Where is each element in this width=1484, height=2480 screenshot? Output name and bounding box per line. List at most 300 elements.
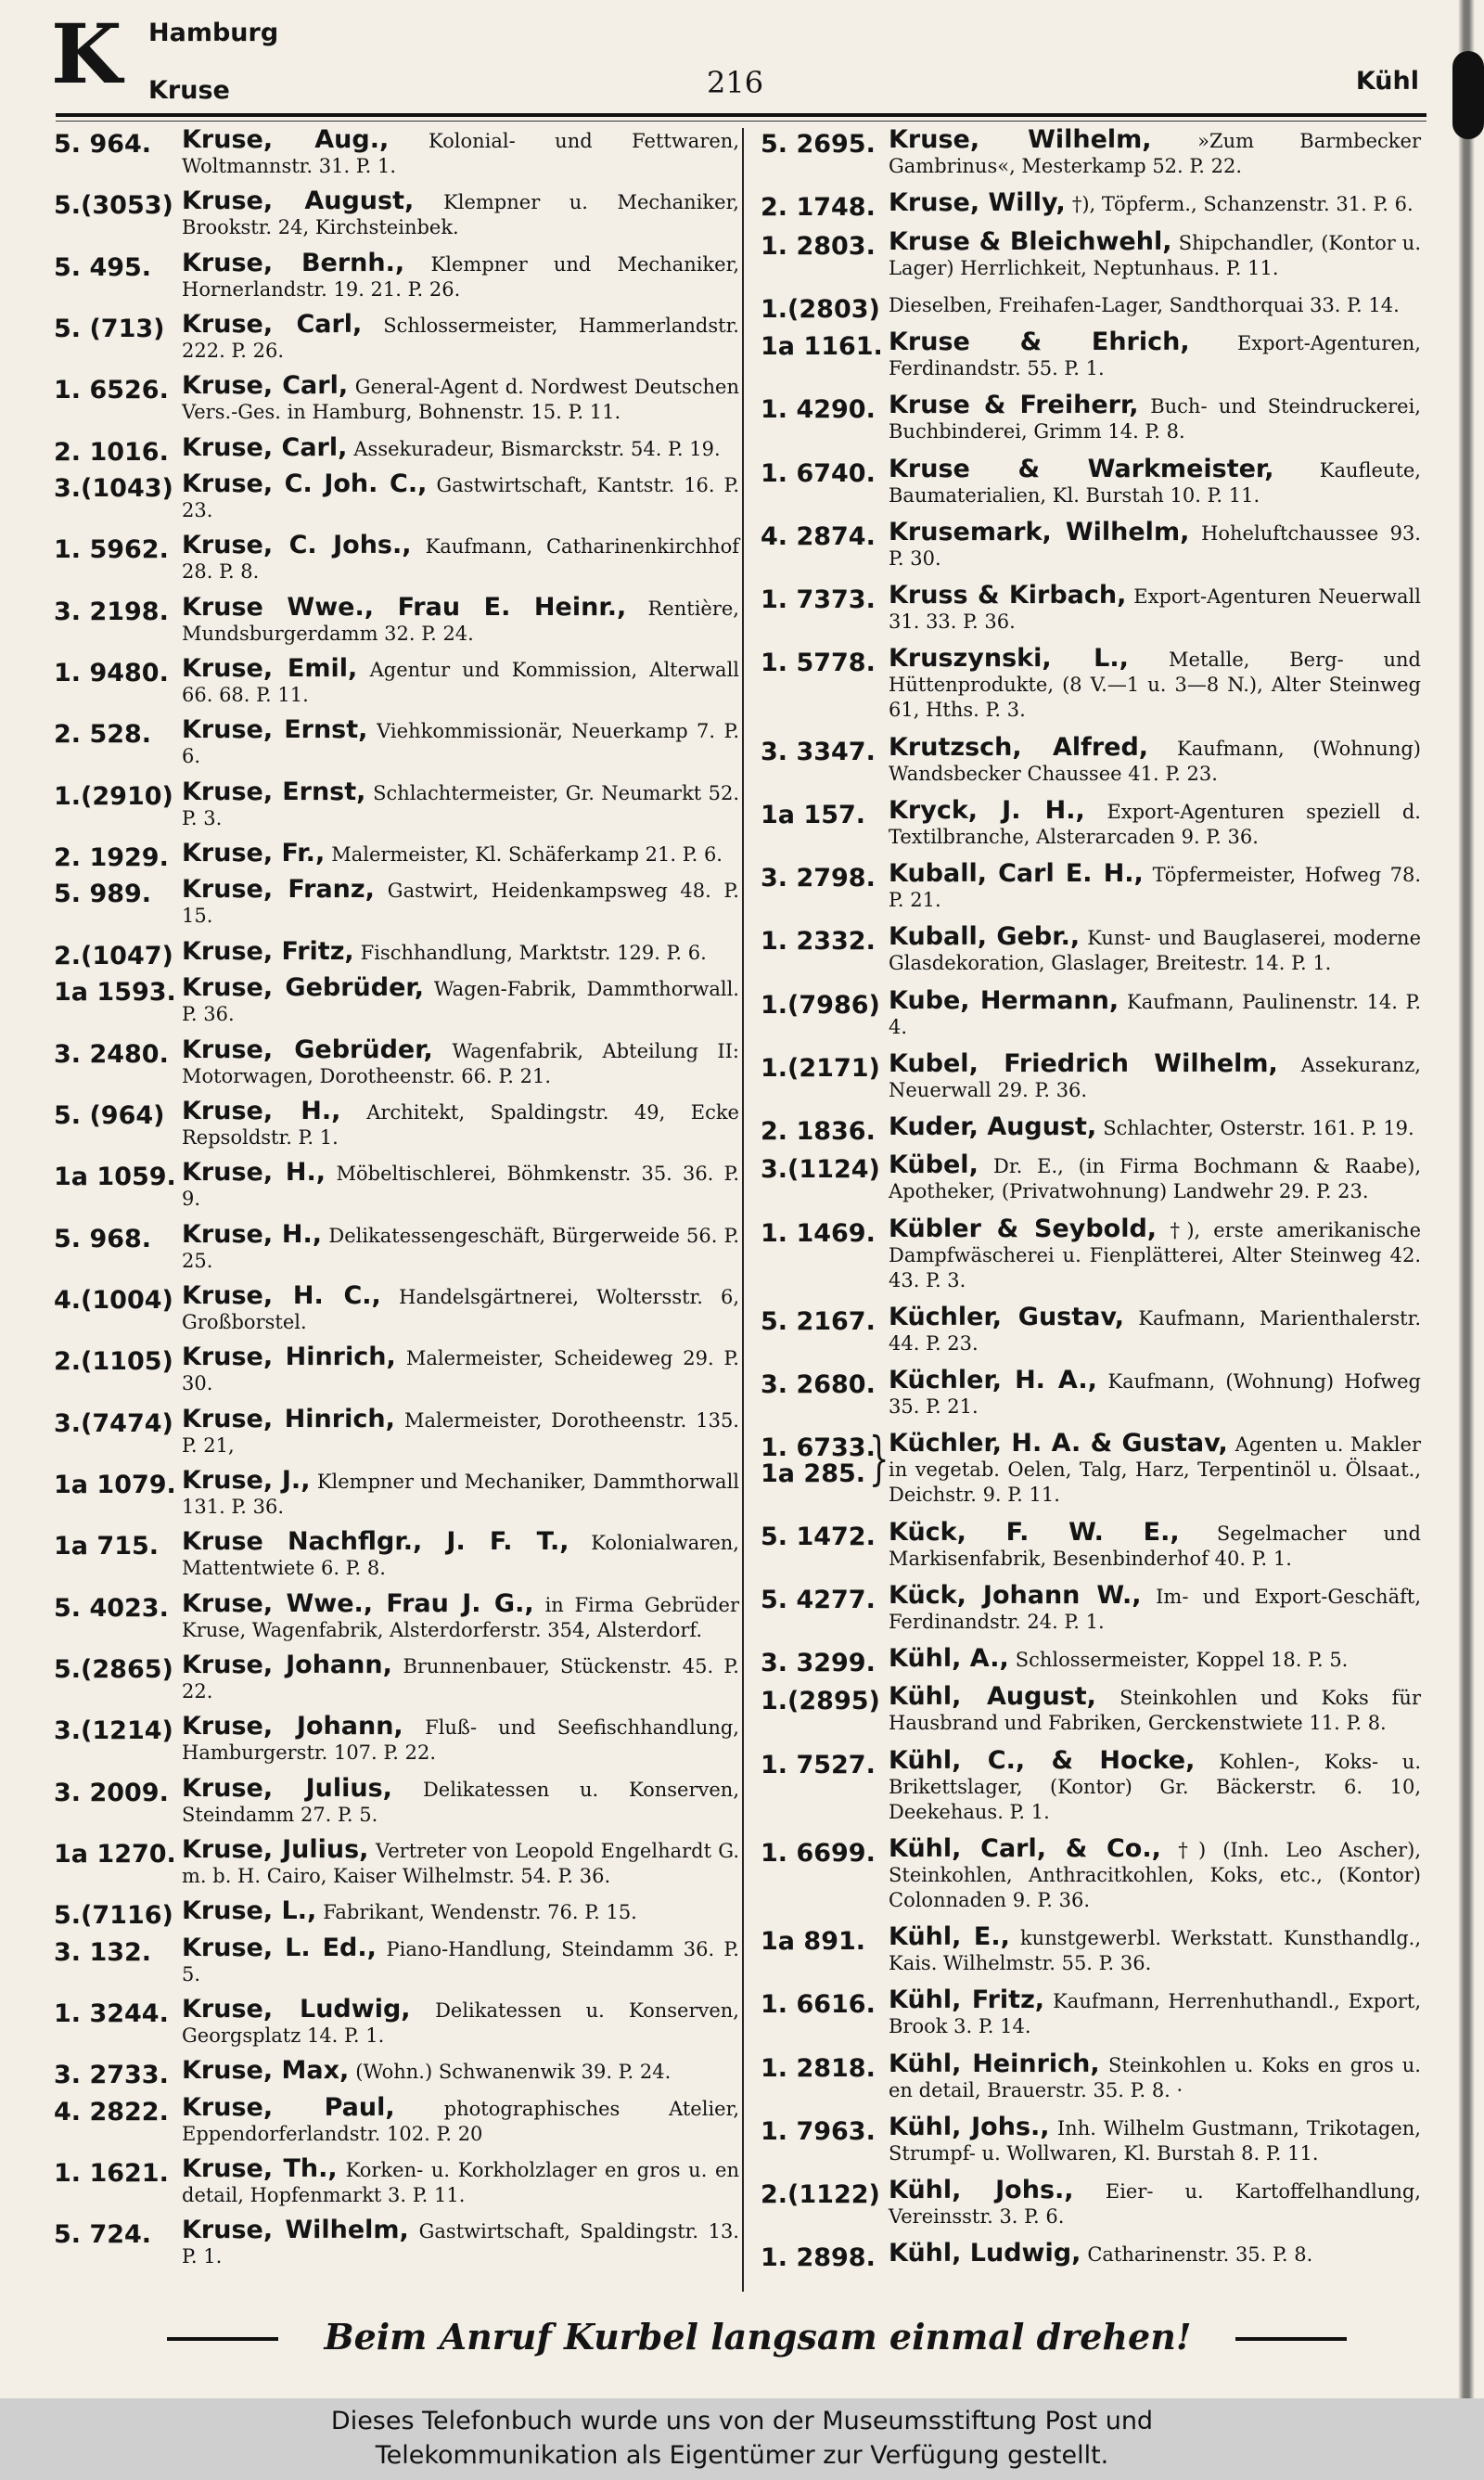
entry-details: Metalle, Berg- und Hüttenprodukte, (8 V.—1 u. 3—8 N.), Alter Steinweg 61, Hths. P. 3. [889,649,1421,722]
directory-entry [54,777,745,831]
phone-number: 1. 6740. [761,458,876,488]
phone-number: 1. 4290. [761,395,876,425]
subscriber-name: Kruse, Carl, [182,310,363,340]
phone-number: 1a 1593. [54,978,176,1008]
subscriber-name: Kryck, J. H., [889,795,1085,825]
directory-entry [761,1048,1426,1103]
directory-entry [54,1404,745,1458]
subscriber-name: Kruse, Emil, [182,654,358,684]
entry-details: Fabrikant, Wendenstr. 76. P. 15. [323,1901,637,1924]
entry-details: Kunst- und Bauglaserei, moderne Glasdekoration, Glaslager, Breitestr. 14. P. 1. [889,927,1421,975]
subscriber-name: Kruse, C. Johs., [182,531,412,560]
subscriber-name: Kruss & Kirbach, [889,581,1127,610]
subscriber-name: Kruse, Gebrüder, [182,1034,433,1064]
entry-details: Architekt, Spaldingstr. 49, Ecke Repsoldstr. P. 1. [182,1100,739,1149]
directory-entry [54,1896,745,1931]
directory-entry [761,517,1426,572]
subscriber-name: Kruse, Ludwig, [182,1995,411,2024]
entry-details: Viehkommissionär, Neuerkamp 7. P. 6. [182,720,739,768]
directory-entry [761,1833,1426,1913]
directory-entry [54,2218,745,2269]
subscriber-name: Kruse, Julius, [182,1834,369,1864]
subscriber-name: Kuball, Gebr., [889,922,1081,952]
entry-details: Schlachter, Osterstr. 161. P. 19. [1103,1117,1414,1139]
subscriber-name: Kruse, Gebrüder, [182,973,424,1003]
phone-number: 3. 2680. [761,1370,876,1399]
header-city: Hamburg [148,19,279,47]
entry-details: Kaufmann, Catharinenkirchhof 28. P. 8. [182,535,739,584]
directory-entry [54,371,745,425]
phone-number: 1. 7527. [761,1750,876,1780]
entry-details: Gastwirtschaft, Spaldingstr. 13. P. 1. [182,2220,739,2268]
directory-entry [761,2239,1426,2273]
directory-entry [54,1345,745,1396]
header-first-name: Kruse [148,76,230,105]
phone-number: 3. 3347. [761,737,876,766]
subscriber-name: Kruse, Fr., [182,839,326,868]
phone-number: 5.(3053) [54,191,173,221]
subscriber-name: Krusemark, Wilhelm, [889,517,1190,546]
phone-number: 1. 5778. [761,649,876,678]
phone-number: 3. 3299. [761,1649,876,1677]
entry-details: Assekuranz, Neuerwall 29. P. 36. [889,1053,1421,1101]
phone-number: 2. 1836. [761,1117,876,1146]
phone-number: 4.(1004) [54,1285,173,1315]
phone-number: 1. 2898. [761,2243,876,2273]
directory-entry [761,188,1426,223]
entry-details: Assekuradeur, Bismarckstr. 54. P. 19. [353,437,721,460]
phone-number: 3.(1043) [54,474,173,504]
phone-number: 3. 2733. [54,2061,169,2090]
directory-entry [54,1465,745,1520]
credit-line-2: Telekommunikation als Eigentümer zur Verfügung gestellt. [375,2441,1109,2470]
entry-details: Schlachtermeister, Gr. Neumarkt 52. P. 3. [182,781,740,829]
phone-number: 2. 528. [54,720,152,750]
phone-number: 4. 2822. [54,2097,169,2127]
entry-details: Korken- u. Korkholzlager en gros u. en detail, Hopfenmarkt 3. P. 11. [182,2159,739,2207]
directory-entry [54,1834,745,1889]
entry-details: Eier- u. Kartoffelhandlung, Vereinsstr. 3. P. 6. [889,2180,1421,2228]
directory-entry [761,293,1426,324]
entry-details: Schlossermeister, Koppel 18. P. 5. [1015,1649,1349,1671]
entry-details: Wagen-Fabrik, Dammthorwall. P. 36. [182,978,739,1026]
phone-number: 3. 2480. [54,1039,169,1069]
phone-number: 1. 1469. [761,1218,876,1248]
entry-details: Malermeister, Kl. Schäferkamp 21. P. 6. [331,843,723,867]
subscriber-name: Kühl, Johs., [889,2112,1050,2141]
phone-number: 1a 157. [761,800,866,829]
directory-entry [761,226,1426,281]
subscriber-name: Kübler & Seybold, [889,1214,1158,1243]
directory-entry [761,1985,1426,2039]
entry-details: Kolonial- und Fettwaren, Woltmannstr. 31. P. 1. [182,130,739,177]
subscriber-name: Kruse, L., [182,1896,317,1926]
directory-entry [54,2056,745,2090]
left-column [54,125,745,2281]
subscriber-name: Kruse, Johann, [182,1650,392,1679]
directory-entry [54,533,745,585]
directory-entry [761,1112,1426,1146]
directory-entry [761,644,1426,723]
directory-entry [761,1368,1426,1420]
subscriber-name: Kruse, H., [182,1158,326,1188]
entry-details: in Firma Gebrüder Kruse, Wagenfabrik, Alsterdorferstr. 354, Alsterdorf. [182,1593,739,1641]
entry-details: Dieselben, Freihafen-Lager, Sandthorquai 33. P. 14. [889,293,1400,316]
phone-number: 1. 6526. [54,376,169,405]
directory-entry [761,1214,1426,1293]
entry-details: Export-Agenturen speziell d. Textilbranche, Alsterarcaden 9. P. 36. [889,800,1421,848]
subscriber-name: Kruse & Warkmeister, [889,454,1274,483]
subscriber-name: Kübel, [889,1150,979,1180]
directory-entry [761,795,1426,850]
footer-rule-left [167,2337,278,2341]
entry-details: †), Töpferm., Schanzenstr. 31. P. 6. [1071,193,1414,216]
phone-number: 2.(1122) [761,2180,880,2209]
directory-entry [54,186,745,240]
phone-number: 1a 1161. [761,332,883,361]
phone-number: 1a 891. [761,1927,866,1956]
entry-details: Vertreter von Leopold Engelhardt G. m. b. H. Cairo, Kaiser Wilhelmstr. 54. P. 36. [182,1839,739,1887]
entry-details: Kohlen-, Koks- u. Brikettslager, (Kontor) Gr. Bäckerstr. 6. 10, Deekehaus. P. 1. [889,1750,1421,1823]
phone-number: 1. 9480. [54,659,169,688]
subscriber-name: Kruse, Th., [182,2154,338,2184]
subscriber-name: Kruse, L. Ed., [182,1933,377,1962]
header-last-name: Kühl [1355,67,1419,96]
directory-entry [54,1219,745,1274]
subscriber-name: Kruse, August, [182,186,415,216]
phone-number: 1.(2171) [761,1053,880,1083]
brace-glyph: } [868,1424,889,1493]
entry-details: Kaufmann, (Wohnung) Hofweg 35. P. 21. [889,1370,1421,1418]
phone-number: 1.(2803) [761,294,880,324]
subscriber-name: Kube, Hermann, [889,985,1119,1015]
subscriber-name: Kruse, Willy, [889,188,1066,218]
entry-details: Kaufmann, Herrenhuthandl., Export, Brook 3. P. 14. [889,1990,1422,2038]
subscriber-name: Kruse, Max, [182,2056,350,2086]
entry-details: General-Agent d. Nordwest Deutschen Vers.-Ges. in Hamburg, Bohnenstr. 15. P. 11. [182,376,739,424]
entry-details: (Wohn.) Schwanenwik 39. P. 24. [355,2061,672,2084]
directory-entry [761,2049,1426,2103]
phone-number: 5. 724. [54,2220,152,2250]
entry-details: Malermeister, Scheideweg 29. P. 30. [182,1347,739,1395]
entry-details: kunstgewerbl. Werkstatt. Kunsthandlg., Kais. Wilhelmstr. 55. P. 36. [889,1927,1421,1974]
section-letter: K [51,6,122,102]
directory-entry [761,330,1426,381]
entry-details: Töpfermeister, Hofweg 78. P. 21. [889,864,1421,911]
phone-number: 4. 2874. [761,521,876,551]
directory-entry [761,1302,1426,1356]
directory-entry [761,125,1426,179]
subscriber-name: Kruse, Wilhelm, [889,125,1152,154]
directory-entry [761,1644,1426,1677]
entry-details: Fischhandlung, Marktstr. 129. P. 6. [360,941,707,964]
phone-number: 1. 2332. [761,927,876,957]
entry-details: Brunnenbauer, Stückenstr. 45. P. 22. [182,1654,739,1703]
phone-number: 5. 964. [54,130,152,159]
entry-details: Export-Agenturen Neuerwall 31. 33. P. 36. [889,585,1421,633]
entry-details: Kaufmann, Paulinenstr. 14. P. 4. [889,990,1422,1038]
subscriber-name: Kruse, Hinrich, [182,1343,396,1372]
phone-number: 1. 6733. [761,1433,876,1463]
entry-details: Inh. Wilhelm Gustmann, Trikotagen, Strumpf- u. Wollwaren, Kl. Burstah 8. P. 11. [889,2116,1421,2165]
directory-entry [761,581,1426,635]
entry-details: »Zum Barmbecker Gambrinus«, Mesterkamp 52. P. 22. [889,130,1421,177]
directory-entry [54,1773,745,1828]
header-rule-thin [56,121,1426,122]
phone-number-secondary: 1a 285. [761,1459,866,1489]
phone-number: 1a 1059. [54,1163,176,1192]
subscriber-name: Kruse, Carl, [182,432,348,462]
subscriber-name: Kruse, Fritz, [182,936,354,966]
subscriber-name: Kruse, Franz, [182,875,375,905]
entry-details: Klempner u. Mechaniker, Brookstr. 24, Kirchsteinbek. [182,191,739,239]
page-edge-shadow [1458,0,1475,2398]
entry-details: Kaufleute, Baumaterialien, Kl. Burstah 10. P. 11. [889,458,1421,507]
subscriber-name: Kruse, J., [182,1465,311,1495]
header-rule [56,113,1426,117]
phone-number: 2.(1105) [54,1347,173,1377]
entry-details: Im- und Export-Geschäft, Ferdinandstr. 24. P. 1. [889,1585,1421,1633]
directory-entry [54,432,745,467]
subscriber-name: Kruse, Paul, [182,2092,395,2122]
subscriber-name: Kühl, Heinrich, [889,2049,1100,2078]
directory-entry [54,875,745,929]
directory-entry [54,469,745,523]
phone-number: 1. 6699. [761,1838,876,1868]
directory-entry [54,310,745,364]
subscriber-name: Krutzsch, Alfred, [889,732,1149,762]
entry-details: Delikatessen u. Konserven, Steindamm 27. P. 5. [182,1778,739,1826]
subscriber-name: Küchler, H. A. & Gustav, [889,1429,1228,1458]
entry-details: Gastwirtschaft, Kantstr. 16. P. 23. [182,474,740,522]
entry-details: Klempner und Mechaniker, Dammthorwall 131. P. 36. [182,1470,739,1518]
entry-details: Shipchandler, (Kontor u. Lager) Herrlichkeit, Neptunhaus. P. 11. [889,231,1421,279]
entry-details: Buch- und Steindruckerei, Buchbinderei, Grimm 14. P. 8. [889,395,1421,443]
subscriber-name: Kruse, Johann, [182,1712,403,1741]
subscriber-name: Kruse, Hinrich, [182,1404,395,1433]
entry-details: Kaufmann, (Wohnung) Wandsbecker Chaussee 41. P. 23. [889,737,1421,785]
directory-entry [761,1922,1426,1976]
phone-number: 1. 2818. [761,2053,876,2083]
entry-details: Gastwirt, Heidenkampsweg 48. P. 15. [182,880,739,928]
entry-details: Piano-Handlung, Steindamm 36. P. 5. [182,1937,739,1985]
subscriber-name: Kruse, Wwe., Frau J. G., [182,1588,534,1618]
entry-details: Hoheluftchaussee 93. P. 30. [889,521,1421,570]
entry-details: Segelmacher und Markisenfabrik, Besenbinderhof 40. P. 1. [889,1522,1421,1570]
phone-number: 1a 1079. [54,1470,176,1499]
phone-number: 3. 2009. [54,1778,169,1807]
entry-details: Malermeister, Dorotheenstr. 135. P. 21, [182,1408,739,1457]
directory-entry [54,1158,745,1212]
phone-number: 1. 1621. [54,2159,169,2189]
subscriber-name: Kruse, H., [182,1219,322,1249]
directory-entry [54,248,745,302]
phone-number: 5. 1472. [761,1522,876,1551]
subscriber-name: Kuder, August, [889,1112,1097,1141]
subscriber-name: Kühl, Carl, & Co., [889,1833,1161,1863]
subscriber-name: Kühl, E., [889,1922,1010,1951]
phone-number: 3.(1124) [761,1155,880,1185]
directory-entry [761,1580,1426,1635]
directory-entry [54,1096,745,1150]
subscriber-name: Kubel, Friedrich Wilhelm, [889,1048,1278,1078]
phone-number: 5. 968. [54,1224,152,1253]
phone-number: 3. 2198. [54,597,169,626]
page-number: 216 [707,65,764,100]
subscriber-name: Kruse, Aug., [182,125,390,154]
entry-details: Wagenfabrik, Abteilung II: Motorwagen, Dorotheenstr. 66. P. 21. [182,1039,739,1087]
entry-details: †) (Inh. Leo Ascher), Steinkohlen, Anthracitkohlen, Koks, etc., (Kontor) Colonnaden 9. P. 36. [889,1838,1422,1911]
subscriber-name: Kück, Johann W., [889,1580,1142,1610]
directory-entry [54,1995,745,2049]
directory-entry [54,1034,745,1089]
directory-entry [761,922,1426,976]
entry-details: Handelsgärtnerei, Woltersstr. 6, Großborstel. [182,1285,739,1333]
phone-number: 3. 2798. [761,864,876,893]
credit-line-1: Dieses Telefonbuch wurde uns von der Museumsstiftung Post und [330,2407,1154,2435]
phone-number: 1.(2910) [54,781,173,811]
entry-details: †), erste amerikanische Dampfwäscherei u. Fienplätterei, Alter Steinweg 42. 43. P. 3. [889,1218,1421,1291]
subscriber-name: Kruse Wwe., Frau E. Heinr., [182,592,627,622]
directory-entry [761,985,1426,1040]
phone-number: 5.(2865) [54,1654,173,1684]
directory-entry [54,592,745,647]
subscriber-name: Kruse & Bleichwehl, [889,226,1172,256]
directory-entry [54,973,745,1027]
directory-entry [54,1588,745,1643]
entry-details: Delikatessen u. Konserven, Georgsplatz 14. P. 1. [182,1999,739,2047]
phone-number: 2. 1929. [54,843,169,873]
subscriber-name: Kühl, C., & Hocke, [889,1745,1196,1775]
subscriber-name: Kruse, Bernh., [182,248,405,277]
phone-number: 2.(1047) [54,941,173,970]
directory-entry [54,715,745,769]
phone-number: 5. 2167. [761,1306,876,1336]
thumb-index-tab [1452,51,1484,139]
directory-entry [761,1745,1426,1825]
subscriber-name: Kühl, August, [889,1682,1096,1712]
subscriber-name: Kruse, C. Joh. C., [182,469,428,499]
phone-number: 5. 4023. [54,1593,169,1623]
phone-number: 1a 715. [54,1532,160,1561]
directory-entry [54,1527,745,1581]
entry-details: photographisches Atelier, Eppendorferlandstr. 102. P. 20 [182,2097,739,2145]
phone-number: 5. 2695. [761,130,876,159]
phone-number: 3. 132. [54,1937,152,1967]
subscriber-name: Kruse, Carl, [182,371,349,401]
directory-entry [761,1424,1426,1508]
phone-number: 5. 495. [54,252,152,282]
entry-details: Agenten u. Makler in vegetab. Oelen, Talg, Harz, Terpentinöl u. Ölsaat., Deichstr. 9. P. 11. [889,1433,1421,1507]
phone-number: 1a 1270. [54,1839,176,1869]
subscriber-name: Kruse, Ernst, [182,715,368,745]
directory-entry [761,732,1426,787]
subscriber-name: Kühl, A., [889,1644,1009,1673]
directory-entry [761,859,1426,913]
entry-details: Fluß- und Seefischhandlung, Hamburgerstr. 107. P. 22. [182,1716,739,1765]
phone-number: 2. 1748. [761,193,876,223]
entry-details: Kolonialwaren, Mattentwiete 6. P. 8. [182,1532,739,1580]
directory-entry [761,454,1426,508]
directory-entry [54,1933,745,1987]
entry-details: Steinkohlen und Koks für Hausbrand und Fabriken, Gerckenstwiete 11. P. 8. [889,1687,1421,1735]
phone-number: 3.(1214) [54,1716,173,1746]
phone-number: 1. 7373. [761,585,876,614]
footer-slogan: Beim Anruf Kurbel langsam einmal drehen! [324,2316,1192,2358]
credit-banner [0,2398,1484,2480]
phone-number: 1. 3244. [54,1999,169,2028]
entry-details: Klempner und Mechaniker, Hornerlandstr. 19. 21. P. 26. [182,252,739,301]
directory-entry [54,1650,745,1704]
directory-entry [761,1682,1426,1736]
subscriber-name: Kuball, Carl E. H., [889,859,1144,888]
directory-entry [54,2154,745,2208]
directory-entry [54,1280,745,1335]
subscriber-name: Kruszynski, L., [889,644,1129,674]
directory-entry [54,936,745,970]
entry-details: Agentur und Kommission, Alterwall 66. 68. P. 11. [182,659,739,707]
subscriber-name: Kruse, H. C., [182,1280,381,1310]
subscriber-name: Kruse, H., [182,1096,341,1125]
subscriber-name: Kück, F. W. E., [889,1517,1180,1547]
subscriber-name: Kruse & Freiherr, [889,391,1139,420]
directory-entry [54,654,745,708]
entry-details: Dr. E., (in Firma Bochmann & Raabe), Apotheker, (Privatwohnung) Landwehr 29. P. 23. [889,1155,1422,1203]
entry-details: Delikatessengeschäft, Bürgerweide 56. P. 25. [182,1224,739,1272]
subscriber-name: Kühl, Ludwig, [889,2239,1081,2268]
directory-entry [54,839,745,873]
phone-number: 1.(2895) [761,1687,880,1716]
directory-entry [761,2112,1426,2166]
entry-details: Schlossermeister, Hammerlandstr. 222. P. 26. [182,315,739,363]
phone-number: 1.(7986) [761,990,880,1020]
directory-entry [761,2178,1426,2229]
phone-number: 1. 5962. [54,535,169,565]
phone-number: 5.(7116) [54,1901,173,1931]
phone-number: 5. (964) [54,1100,165,1130]
subscriber-name: Kühl, Johs., [889,2176,1074,2204]
entry-details: Export-Agenturen, Ferdinandstr. 55. P. 1. [889,332,1421,379]
directory-entry [761,1150,1426,1204]
phone-number: 1. 2803. [761,231,876,261]
directory-entry [54,1712,745,1766]
entry-details: Kaufmann, Marienthalerstr. 44. P. 23. [889,1306,1421,1355]
right-column [761,125,1426,2281]
directory-entry [761,393,1426,444]
subscriber-name: Kruse, Wilhelm, [182,2216,409,2245]
directory-entry [54,2092,745,2147]
phone-number: 5. 989. [54,880,152,909]
phone-number: 2. 1016. [54,437,169,467]
directory-entry [54,125,745,179]
entry-details: Rentière, Mundsburgerdamm 32. P. 24. [182,597,739,645]
phone-number: 3.(7474) [54,1408,173,1438]
subscriber-name: Kruse & Ehrich, [889,328,1190,356]
entry-details: Catharinenstr. 35. P. 8. [1087,2243,1313,2267]
phone-number: 5. (713) [54,315,165,344]
entry-details: Steinkohlen u. Koks en gros u. en detail, Brauerstr. 35. P. 8. · [889,2053,1421,2101]
subscriber-name: Kühl, Fritz, [889,1985,1045,2015]
phone-number: 5. 4277. [761,1585,876,1614]
phone-number: 1. 6616. [761,1990,876,2020]
footer-rule-right [1235,2337,1347,2341]
subscriber-name: Kruse, Ernst, [182,777,366,806]
entry-details: Möbeltischlerei, Böhmkenstr. 35. 36. P. 9. [182,1163,740,1211]
directory-entry [761,1517,1426,1572]
subscriber-name: Küchler, Gustav, [889,1302,1125,1331]
subscriber-name: Kruse Nachflgr., J. F. T., [182,1527,569,1557]
subscriber-name: Kruse, Julius, [182,1773,392,1803]
